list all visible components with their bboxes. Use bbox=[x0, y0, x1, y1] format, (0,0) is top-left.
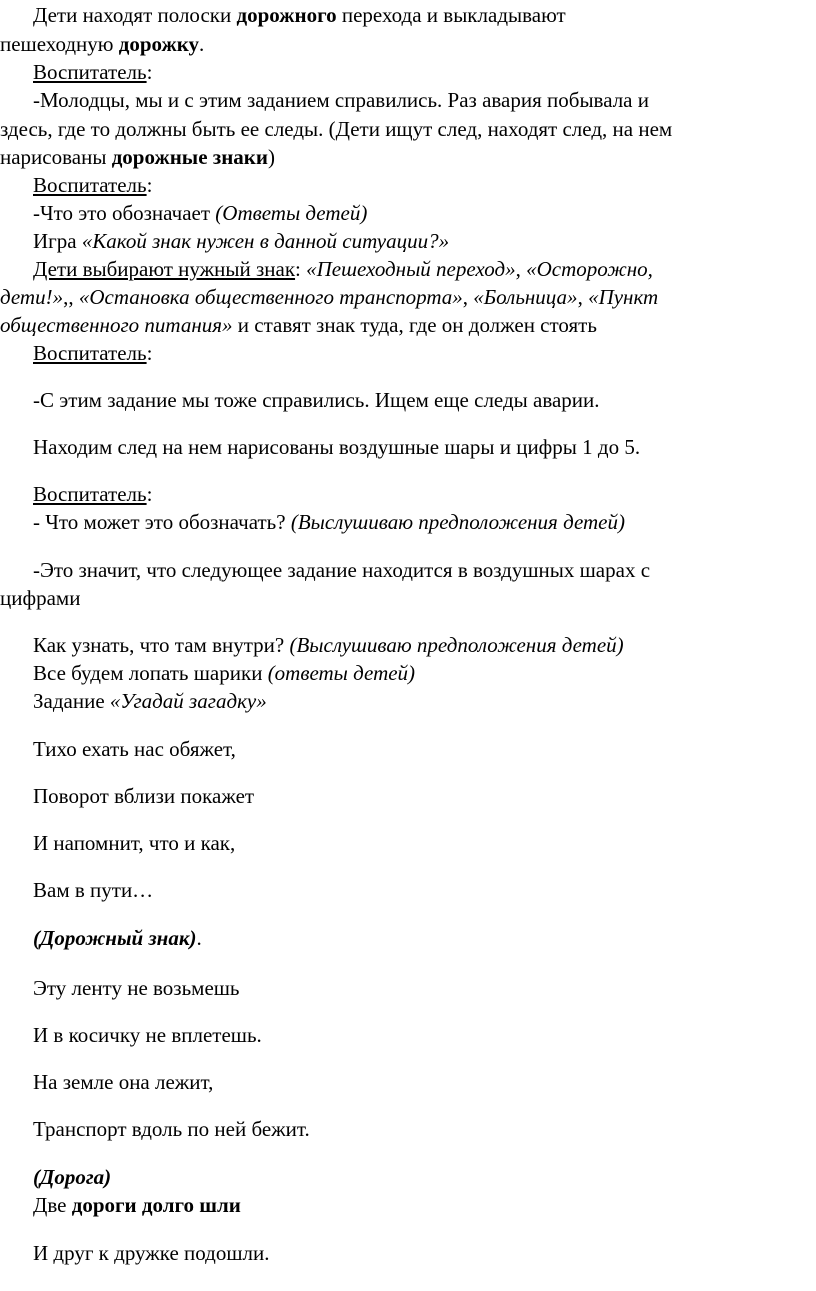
text-run: : bbox=[146, 173, 153, 197]
italic-text: (ответы детей) bbox=[267, 661, 416, 685]
riddle-line: На земле она лежит, bbox=[33, 1070, 214, 1094]
riddle-line: И напомнит, что и как, bbox=[33, 831, 236, 855]
speaker-label: Воспитатель bbox=[33, 173, 147, 197]
text-run: : bbox=[295, 257, 307, 281]
paragraph-line: -С этим задание мы тоже справились. Ищем еще следы аварии. bbox=[33, 388, 600, 412]
paragraph-line bbox=[0, 312, 597, 338]
paragraph-line bbox=[33, 256, 653, 282]
riddle-line: Тихо ехать нас обяжет, bbox=[33, 737, 236, 761]
speaker-line bbox=[33, 340, 152, 366]
italic-text: «Пешеходный переход» bbox=[306, 257, 516, 281]
italic-text: «Пункт bbox=[588, 285, 659, 309]
bold-text: дороги долго шли bbox=[71, 1193, 241, 1217]
italic-text: (Ответы детей) bbox=[215, 201, 368, 225]
text-run: -Что это обозначает bbox=[33, 201, 216, 225]
riddle-line: Вам в пути… bbox=[33, 878, 154, 902]
riddle-line: Поворот вблизи покажет bbox=[33, 784, 255, 808]
riddle-line: Эту ленту не возьмешь bbox=[33, 976, 240, 1000]
paragraph-line bbox=[0, 31, 204, 57]
text-run: перехода и выкладывают bbox=[336, 3, 566, 27]
paragraph-line bbox=[33, 228, 449, 254]
text-run: Как узнать, что там внутри? bbox=[33, 633, 290, 657]
riddle-answer bbox=[33, 1164, 111, 1190]
text-run: - Что может это обозначать? bbox=[33, 510, 291, 534]
speaker-line bbox=[33, 59, 152, 85]
text-run: нарисованы bbox=[0, 145, 112, 169]
italic-text: «Угадай загадку» bbox=[109, 689, 267, 713]
text-run: Все будем лопать шарики bbox=[33, 661, 268, 685]
bold-italic-text: (Дорога) bbox=[33, 1165, 112, 1189]
text-run: . bbox=[196, 926, 202, 950]
bold-text: дорожные знаки bbox=[111, 145, 268, 169]
paragraph-line: цифрами bbox=[0, 586, 81, 610]
riddle-line: И в косичку не вплетешь. bbox=[33, 1023, 262, 1047]
speaker-line bbox=[33, 481, 152, 507]
paragraph-line: -Это значит, что следующее задание находится в воздушных шарах с bbox=[33, 558, 651, 582]
text-run: : bbox=[146, 341, 153, 365]
paragraph-line: И друг к дружке подошли. bbox=[33, 1241, 270, 1265]
text-run: Игра bbox=[33, 229, 82, 253]
text-run: , bbox=[515, 257, 527, 281]
riddle-line: Транспорт вдоль по ней бежит. bbox=[33, 1117, 310, 1141]
speaker-label: Воспитатель bbox=[33, 60, 147, 84]
italic-text: «Осторожно, bbox=[526, 257, 653, 281]
speaker-label: Воспитатель bbox=[33, 341, 147, 365]
paragraph-line bbox=[0, 144, 275, 170]
paragraph-line bbox=[33, 200, 367, 226]
paragraph-line bbox=[33, 660, 415, 686]
bold-italic-text: (Дорожный знак) bbox=[33, 926, 197, 950]
bold-text: дорожного bbox=[236, 3, 337, 27]
text-run: пешеходную bbox=[0, 32, 119, 56]
text-run: Задание bbox=[33, 689, 110, 713]
text-run: , bbox=[462, 285, 474, 309]
italic-text: «Остановка общественного транспорта» bbox=[78, 285, 463, 309]
italic-text: «Больница» bbox=[473, 285, 578, 309]
text-run: Дети находят полоски bbox=[33, 3, 237, 27]
text-run: , bbox=[577, 285, 589, 309]
italic-text: дети!» bbox=[0, 285, 64, 309]
italic-text: «Какой знак нужен в данной ситуации?» bbox=[81, 229, 450, 253]
speaker-label: Воспитатель bbox=[33, 482, 147, 506]
paragraph-line: здесь, где то должны быть ее следы. (Дети ищут след, находят след, на нем bbox=[0, 117, 673, 141]
paragraph-line bbox=[0, 284, 658, 310]
text-run: и ставят знак туда, где он должен стоять bbox=[232, 313, 597, 337]
speaker-line bbox=[33, 172, 152, 198]
text-run: Две bbox=[33, 1193, 72, 1217]
bold-text: дорожку bbox=[118, 32, 200, 56]
italic-text: (Выслушиваю предположения детей) bbox=[290, 510, 625, 534]
paragraph-line bbox=[33, 509, 625, 535]
text-run: ,, bbox=[63, 285, 79, 309]
underlined-text: Дети выбирают нужный знак bbox=[33, 257, 296, 281]
paragraph-line: Находим след на нем нарисованы воздушные шары и цифры 1 до 5. bbox=[33, 435, 641, 459]
riddle-answer bbox=[33, 925, 202, 951]
text-run: : bbox=[146, 482, 153, 506]
italic-text: (Выслушиваю предположения детей) bbox=[289, 633, 624, 657]
paragraph-line bbox=[33, 2, 566, 28]
text-run: . bbox=[199, 32, 205, 56]
text-run: : bbox=[146, 60, 153, 84]
paragraph-line bbox=[33, 632, 624, 658]
italic-text: общественного питания» bbox=[0, 313, 233, 337]
paragraph-line bbox=[33, 1192, 241, 1218]
text-run: ) bbox=[268, 145, 275, 169]
paragraph-line bbox=[33, 688, 267, 714]
paragraph-line: -Молодцы, мы и с этим заданием справились. Раз авария побывала и bbox=[33, 88, 649, 112]
